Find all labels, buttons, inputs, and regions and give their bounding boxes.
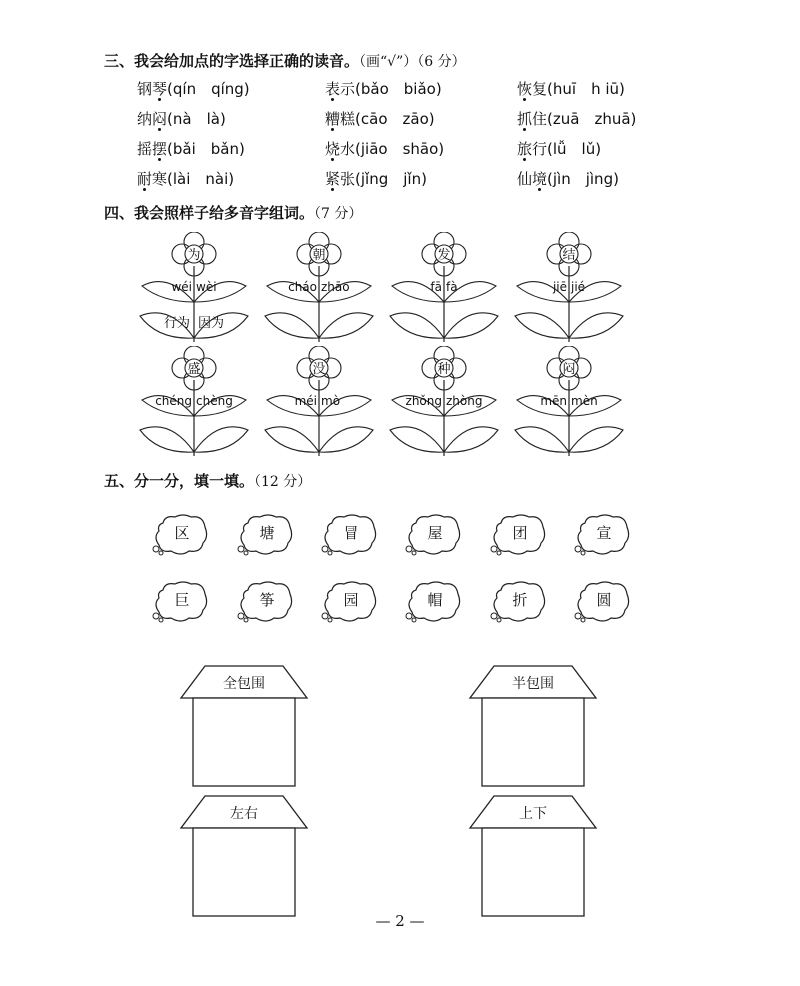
leaf xyxy=(265,313,319,338)
cloud-tail xyxy=(328,551,332,555)
flower-card xyxy=(513,346,625,458)
word-char: 摆 xyxy=(152,140,167,158)
pinyin-options: (lài nài) xyxy=(167,170,235,188)
pronunciation-item[interactable] xyxy=(137,108,226,129)
house-label: 上下 xyxy=(519,806,547,822)
pinyin-right: fà xyxy=(446,280,458,294)
section-5-title: 五、分一分，填一填。 xyxy=(104,472,255,490)
pinyin-left: cháo xyxy=(288,280,317,294)
cloud-tail xyxy=(575,613,581,619)
leaf xyxy=(444,427,498,452)
word-char: 张 xyxy=(340,170,356,188)
cloud-char: 筝 xyxy=(259,591,275,609)
cloud-tail xyxy=(238,546,244,552)
emphasis-dot xyxy=(331,128,334,131)
pinyin-options: (qín qíng) xyxy=(167,80,250,98)
pronunciation-item[interactable] xyxy=(517,138,601,159)
pronunciation-item[interactable] xyxy=(137,138,245,159)
cloud-char: 屋 xyxy=(427,524,443,542)
pinyin-right: chèng xyxy=(196,394,233,408)
question-row xyxy=(0,108,800,134)
word-char: 琴 xyxy=(152,80,167,98)
cloud-tail xyxy=(328,618,332,622)
cloud-tail xyxy=(581,618,585,622)
section-4-title: 四、我会照样子给多音字组词。 xyxy=(104,204,315,222)
emphasis-dot xyxy=(158,98,161,101)
pronunciation-item[interactable] xyxy=(325,168,427,189)
pinyin-right: zhāo xyxy=(321,280,350,294)
cloud-tail xyxy=(153,613,159,619)
section-3-title: 三、我会给加点的字选择正确的读音。 xyxy=(104,52,360,70)
word-char: 水 xyxy=(340,140,356,158)
word-char: 纳 xyxy=(137,110,153,128)
cloud-tail xyxy=(491,546,497,552)
cloud-tail xyxy=(497,618,501,622)
word-char: 行 xyxy=(532,140,548,158)
pinyin-options: (huī h iū) xyxy=(547,80,625,98)
flower-card xyxy=(513,232,625,344)
character-cloud[interactable] xyxy=(151,513,209,557)
pinyin-left: zhǒng xyxy=(405,394,442,408)
leaf xyxy=(569,313,623,338)
pinyin-left: méi xyxy=(294,394,317,408)
pinyin-options: (bǎo biǎo) xyxy=(355,80,442,98)
character-cloud[interactable] xyxy=(489,513,547,557)
flower-card xyxy=(263,346,375,458)
cloud-tail xyxy=(322,546,328,552)
cloud-tail xyxy=(581,551,585,555)
flower-card xyxy=(388,346,500,458)
cloud-char: 巨 xyxy=(174,591,190,609)
pinyin-options: (jǐng jǐn) xyxy=(355,170,427,188)
cloud-tail xyxy=(159,551,163,555)
character-cloud[interactable] xyxy=(404,580,462,624)
cloud-char: 塘 xyxy=(259,524,275,542)
word-answer-right[interactable]: 因为 xyxy=(198,316,225,331)
word-char: 耐 xyxy=(137,170,152,188)
character-cloud[interactable] xyxy=(573,513,631,557)
page-number: — 2 — xyxy=(375,912,425,930)
pinyin-right: jié xyxy=(571,280,586,294)
cloud-tail xyxy=(497,551,501,555)
house-body xyxy=(193,698,295,786)
word-char: 住 xyxy=(532,110,548,128)
cloud-tail xyxy=(244,551,248,555)
leaf xyxy=(319,427,373,452)
emphasis-dot xyxy=(523,158,526,161)
category-house[interactable] xyxy=(468,664,598,788)
emphasis-dot xyxy=(523,98,526,101)
emphasis-dot xyxy=(158,158,161,161)
character-cloud[interactable] xyxy=(320,513,378,557)
emphasis-dot xyxy=(158,128,161,131)
emphasis-dot xyxy=(331,158,334,161)
leaf xyxy=(265,427,319,452)
word-char: 钢 xyxy=(137,80,153,98)
character-cloud[interactable] xyxy=(236,580,294,624)
cloud-char: 宣 xyxy=(596,524,612,542)
character-cloud[interactable] xyxy=(151,580,209,624)
polyphone-char: 发 xyxy=(437,248,451,263)
question-row xyxy=(0,168,800,194)
character-cloud[interactable] xyxy=(320,580,378,624)
pinyin-left: jiē xyxy=(552,280,567,294)
flower-card xyxy=(138,346,250,458)
pinyin-options: (bǎi bǎn) xyxy=(167,140,245,158)
pinyin-left: fā xyxy=(430,280,442,294)
polyphone-char: 种 xyxy=(437,362,451,377)
word-char: 境 xyxy=(532,170,547,188)
emphasis-dot xyxy=(143,188,146,191)
leaf xyxy=(444,313,498,338)
pinyin-options: (jìn jìng) xyxy=(547,170,619,188)
pronunciation-item[interactable] xyxy=(137,168,234,189)
emphasis-dot xyxy=(331,188,334,191)
word-char: 紧 xyxy=(325,170,340,188)
cloud-char: 团 xyxy=(512,524,528,542)
word-char: 表 xyxy=(325,80,340,98)
section-3-score: （画“√”）（6 分） xyxy=(359,54,466,70)
cloud-tail xyxy=(412,618,416,622)
cloud-char: 冒 xyxy=(343,524,359,542)
word-char: 抓 xyxy=(517,110,532,128)
house-label: 左右 xyxy=(230,806,258,822)
cloud-char: 园 xyxy=(343,591,359,609)
house-body xyxy=(482,828,584,916)
leaf xyxy=(194,427,248,452)
leaf xyxy=(319,313,373,338)
category-house[interactable] xyxy=(468,794,598,918)
pinyin-right: mò xyxy=(321,394,341,408)
word-char: 烧 xyxy=(325,140,340,158)
pinyin-right: zhòng xyxy=(446,394,483,408)
character-cloud[interactable] xyxy=(573,580,631,624)
character-cloud[interactable] xyxy=(489,580,547,624)
pinyin-options: (lǚ lǔ) xyxy=(547,140,602,158)
leaf xyxy=(390,427,444,452)
character-cloud[interactable] xyxy=(236,513,294,557)
pronunciation-item[interactable] xyxy=(325,78,442,99)
emphasis-dot xyxy=(523,128,526,131)
leaf xyxy=(515,313,569,338)
cloud-tail xyxy=(153,546,159,552)
emphasis-dot xyxy=(331,98,334,101)
word-char: 示 xyxy=(340,80,356,98)
leaf xyxy=(140,427,194,452)
cloud-tail xyxy=(491,613,497,619)
cloud-char: 帽 xyxy=(427,591,443,609)
polyphone-char: 闷 xyxy=(562,362,576,377)
cloud-tail xyxy=(412,551,416,555)
word-char: 寒 xyxy=(152,170,168,188)
cloud-tail xyxy=(322,613,328,619)
category-house[interactable] xyxy=(179,794,309,918)
pronunciation-item[interactable] xyxy=(517,168,619,189)
leaf xyxy=(569,427,623,452)
pronunciation-item[interactable] xyxy=(325,138,444,159)
section-5-score: （12 分） xyxy=(254,474,312,490)
flower-card xyxy=(138,232,250,344)
cloud-char: 折 xyxy=(512,591,528,609)
pinyin-options: (zuā zhuā) xyxy=(547,110,637,128)
pronunciation-item[interactable] xyxy=(325,108,435,129)
pinyin-left: chéng xyxy=(155,394,192,408)
polyphone-char: 朝 xyxy=(312,248,326,263)
pinyin-left: wéi xyxy=(171,280,192,294)
word-char: 旅 xyxy=(517,140,532,158)
word-char: 仙 xyxy=(517,170,533,188)
question-row xyxy=(0,78,800,104)
cloud-char: 区 xyxy=(174,524,190,542)
pronunciation-item[interactable] xyxy=(137,78,250,99)
pinyin-options: (cāo zāo) xyxy=(355,110,435,128)
house-label: 全包围 xyxy=(223,676,265,692)
pinyin-right: mèn xyxy=(571,394,598,408)
category-house[interactable] xyxy=(179,664,309,788)
cloud-tail xyxy=(406,613,412,619)
flower-card xyxy=(388,232,500,344)
question-row xyxy=(0,138,800,164)
cloud-tail xyxy=(406,546,412,552)
pinyin-left: mēn xyxy=(540,394,567,408)
pronunciation-item[interactable] xyxy=(517,108,636,129)
leaf xyxy=(515,427,569,452)
section-3-heading xyxy=(104,50,466,71)
house-label: 半包围 xyxy=(512,676,554,692)
section-5-heading xyxy=(104,470,311,491)
word-char: 糟 xyxy=(325,110,340,128)
polyphone-char: 结 xyxy=(562,248,576,263)
flower-card xyxy=(263,232,375,344)
cloud-tail xyxy=(244,618,248,622)
word-char: 闷 xyxy=(152,110,167,128)
house-body xyxy=(482,698,584,786)
word-char: 恢 xyxy=(517,80,532,98)
cloud-tail xyxy=(159,618,163,622)
word-answer-left[interactable]: 行为 xyxy=(163,316,190,331)
pinyin-options: (nà là) xyxy=(167,110,226,128)
section-4-score: （7 分） xyxy=(314,206,363,222)
polyphone-char: 盛 xyxy=(187,362,201,377)
word-char: 糕 xyxy=(340,110,356,128)
cloud-char: 圆 xyxy=(596,591,612,609)
pinyin-options: (jiāo shāo) xyxy=(355,140,445,158)
pronunciation-item[interactable] xyxy=(517,78,625,99)
polyphone-char: 为 xyxy=(187,248,201,263)
word-char: 复 xyxy=(532,80,548,98)
character-cloud[interactable] xyxy=(404,513,462,557)
section-4-heading xyxy=(104,202,362,223)
house-body xyxy=(193,828,295,916)
cloud-tail xyxy=(238,613,244,619)
word-char: 摇 xyxy=(137,140,153,158)
leaf xyxy=(390,313,444,338)
emphasis-dot xyxy=(538,188,541,191)
polyphone-char: 没 xyxy=(312,362,326,377)
cloud-tail xyxy=(575,546,581,552)
pinyin-right: wèi xyxy=(196,280,217,294)
